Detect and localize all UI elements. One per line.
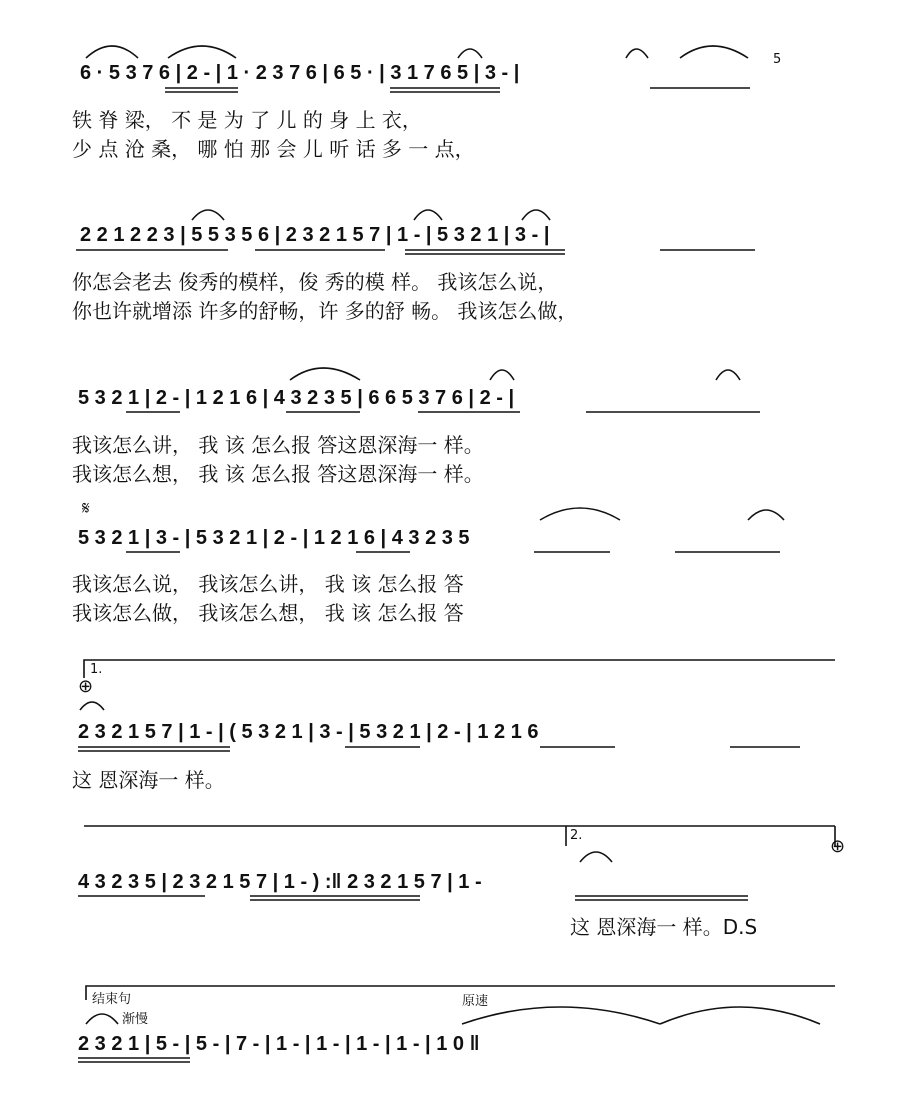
lyric-row-4-verse-1: 我该怎么说， 我该怎么讲， 我 该 怎么报 答 — [72, 572, 464, 596]
notation-row-3: 5 3 2 1 | 2 - | 1 2 1 6 | 4 3 2 3 5 | 6 6 5 3 7 6 | 2 - | — [78, 387, 515, 409]
lyric-row-3-verse-1: 我该怎么讲， 我 该 怎么报 答这恩深海一 样。 — [72, 433, 484, 457]
notation-row-1: 6 · 5 3 7 6 | 2 - | 1 · 2 3 7 6 | 6 5 · | 3 1 7 6 5 | 3 - | — [80, 62, 520, 84]
lyric-row-3-verse-2: 我该怎么想， 我 该 怎么报 答这恩深海一 样。 — [72, 462, 484, 486]
lyric-row-6: 这 恩深海一 样。D.S — [570, 915, 758, 939]
lyric-row-4-verse-2: 我该怎么做， 我该怎么想， 我 该 怎么报 答 — [72, 601, 464, 625]
tempo-original-label: 原速 — [462, 994, 489, 1009]
coda-sign-2: ⊕ — [830, 836, 846, 857]
tempo-slow-label: 渐慢 — [122, 1012, 149, 1027]
lyric-row-2-verse-2: 你也许就增添 许多的舒畅，许 多的舒 畅。 我该怎么做， — [72, 299, 578, 323]
lyric-row-2-verse-1: 你怎会老去 俊秀的模样，俊 秀的模 样。 我该怎么说， — [72, 270, 558, 294]
notation-row-4: 5 3 2 1 | 3 - | 5 3 2 1 | 2 - | 1 2 1 6 | 4 3 2 3 5 — [78, 527, 470, 549]
lyric-row-1-verse-1: 铁 脊 梁， 不 是 为 了 儿 的 身 上 衣， — [72, 108, 422, 132]
coda-sign: ⊕ — [78, 676, 94, 697]
notation-row-6: 4 3 2 3 5 | 2 3 2 1 5 7 | 1 - ) :‖ 2 3 2 1 5 7 | 1 - — [78, 871, 482, 893]
lyric-row-1-verse-2: 少 点 沧 桑， 哪 怕 那 会 儿 听 话 多 一 点， — [72, 137, 475, 161]
notation-row-2: 2 2 1 2 2 3 | 5 5 3 5 6 | 2 3 2 1 5 7 | 1 - | 5 3 2 1 | 3 - | — [80, 224, 550, 246]
grace-note: 5 — [773, 52, 782, 67]
ending-label: 结束句 — [92, 992, 132, 1007]
volta-1-label: 1. — [90, 662, 103, 677]
segno-sign: 𝄋 — [82, 498, 90, 519]
notation-row-5: 2 3 2 1 5 7 | 1 - | ( 5 3 2 1 | 3 - | 5 3 2 1 | 2 - | 1 2 1 6 — [78, 721, 539, 743]
lyric-row-5: 这 恩深海一 样。 — [72, 768, 225, 792]
volta-2-label: 2. — [570, 828, 583, 843]
notation-row-7: 2 3 2 1 | 5 - | 5 - | 7 - | 1 - | 1 - | 1 - | 1 - | 1 0 ‖ — [78, 1033, 480, 1055]
